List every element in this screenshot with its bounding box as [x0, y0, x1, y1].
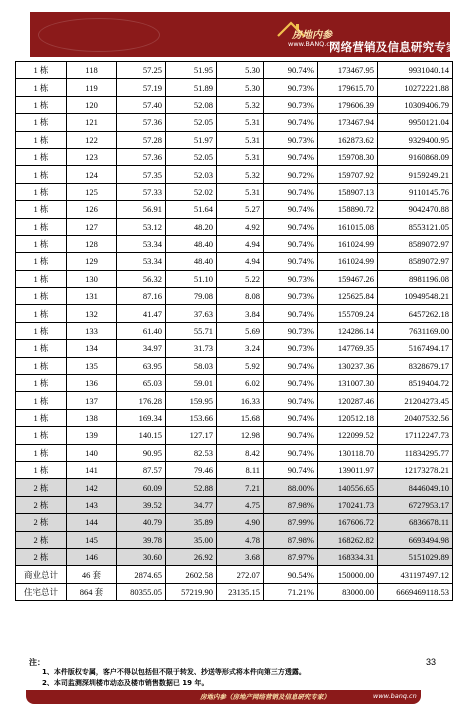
table-cell: 161015.08 [318, 218, 378, 235]
table-cell: 179615.70 [318, 79, 378, 96]
table-row [16, 548, 453, 565]
table-row [16, 461, 453, 478]
table-cell: 146 [67, 548, 117, 565]
table-row [16, 201, 453, 218]
table-cell: 9329400.95 [378, 131, 453, 148]
table-cell: 90.74% [264, 444, 318, 461]
table-cell: 51.89 [166, 79, 217, 96]
table-cell: 2 栋 [16, 531, 67, 548]
table-row [16, 183, 453, 200]
table-cell: 90.74% [264, 235, 318, 252]
table-cell: 6693494.98 [378, 531, 453, 548]
table-row [16, 253, 453, 270]
table-cell: 120 [67, 96, 117, 113]
table-cell: 8981196.08 [378, 270, 453, 287]
table-cell: 12.98 [217, 427, 264, 444]
table-cell: 140556.65 [318, 479, 378, 496]
table-cell: 161024.99 [318, 253, 378, 270]
note-line-1: 1、本件版权专属，客户不得以包括但不限于转发、抄送等形式将本件向第三方透露。 [42, 668, 306, 676]
table-cell: 87.98% [264, 496, 318, 513]
table-cell: 168262.82 [318, 531, 378, 548]
table-cell: 48.40 [166, 235, 217, 252]
table-cell: 1 栋 [16, 114, 67, 131]
table-cell: 51.95 [166, 62, 217, 79]
table-cell: 4.94 [217, 235, 264, 252]
table-cell: 131 [67, 288, 117, 305]
table-cell: 41.47 [117, 305, 166, 322]
table-cell: 88.00% [264, 479, 318, 496]
table-cell: 90.74% [264, 253, 318, 270]
table-cell: 31.73 [166, 340, 217, 357]
table-cell: 1 栋 [16, 427, 67, 444]
footer-brand-text: 房地内参（房地产网络营销及信息研究专家） [200, 693, 330, 701]
table-cell: 57.33 [117, 183, 166, 200]
table-cell: 124 [67, 166, 117, 183]
table-cell: 2874.65 [117, 566, 166, 583]
table-cell: 52.08 [166, 96, 217, 113]
table-cell: 147769.35 [318, 340, 378, 357]
total-row [16, 583, 453, 600]
table-cell: 10272221.88 [378, 79, 453, 96]
table-cell: 1 栋 [16, 79, 67, 96]
table-cell: 8589072.97 [378, 235, 453, 252]
table-cell: 129 [67, 253, 117, 270]
table-cell: 5.30 [217, 79, 264, 96]
table-cell: 2602.58 [166, 566, 217, 583]
table-row [16, 514, 453, 531]
table-cell: 8.42 [217, 444, 264, 461]
table-cell: 9110145.76 [378, 183, 453, 200]
table-cell: 87.99% [264, 514, 318, 531]
table-cell: 87.16 [117, 288, 166, 305]
table-cell: 23135.15 [217, 583, 264, 600]
table-cell: 39.78 [117, 531, 166, 548]
table-cell: 9931040.14 [378, 62, 453, 79]
table-cell: 8328679.17 [378, 357, 453, 374]
table-cell: 1 栋 [16, 131, 67, 148]
table-row [16, 218, 453, 235]
table-cell: 57.40 [117, 96, 166, 113]
table-cell: 8519404.72 [378, 375, 453, 392]
table-cell: 住宅总计 [16, 583, 67, 600]
table-cell: 57.19 [117, 79, 166, 96]
table-cell: 1 栋 [16, 270, 67, 287]
table-cell: 1 栋 [16, 392, 67, 409]
table-cell: 126 [67, 201, 117, 218]
table-cell: 90.73% [264, 340, 318, 357]
table-cell: 3.84 [217, 305, 264, 322]
table-row [16, 79, 453, 96]
table-cell: 1 栋 [16, 201, 67, 218]
table-cell: 90.74% [264, 305, 318, 322]
table-cell: 11834295.77 [378, 444, 453, 461]
table-cell: 142 [67, 479, 117, 496]
table-cell: 35.89 [166, 514, 217, 531]
table-cell: 1 栋 [16, 305, 67, 322]
table-cell: 90.74% [264, 114, 318, 131]
table-cell: 7631169.00 [378, 322, 453, 339]
table-cell: 176.28 [117, 392, 166, 409]
table-cell: 1 栋 [16, 357, 67, 374]
table-cell: 1 栋 [16, 375, 67, 392]
table-cell: 155709.24 [318, 305, 378, 322]
table-cell: 5.31 [217, 183, 264, 200]
table-cell: 12173278.21 [378, 461, 453, 478]
table-cell: 57219.90 [166, 583, 217, 600]
table-cell: 17112247.73 [378, 427, 453, 444]
table-cell: 1 栋 [16, 288, 67, 305]
table-cell: 90.73% [264, 79, 318, 96]
table-cell: 37.63 [166, 305, 217, 322]
table-cell: 3.68 [217, 548, 264, 565]
table-cell: 1 栋 [16, 62, 67, 79]
table-row [16, 531, 453, 548]
table-row [16, 62, 453, 79]
table-cell: 137 [67, 392, 117, 409]
table-cell: 57.36 [117, 114, 166, 131]
table-cell: 57.25 [117, 62, 166, 79]
table-cell: 53.34 [117, 235, 166, 252]
total-row [16, 566, 453, 583]
table-cell: 139 [67, 427, 117, 444]
table-cell: 122 [67, 131, 117, 148]
table-row [16, 375, 453, 392]
table-cell: 56.32 [117, 270, 166, 287]
table-cell: 5.32 [217, 96, 264, 113]
table-cell: 34.97 [117, 340, 166, 357]
table-cell: 6836678.11 [378, 514, 453, 531]
table-cell: 1 栋 [16, 409, 67, 426]
table-row [16, 288, 453, 305]
table-cell: 143 [67, 496, 117, 513]
table-cell: 6669469118.53 [378, 583, 453, 600]
table-cell: 56.91 [117, 201, 166, 218]
table-cell: 90.74% [264, 427, 318, 444]
table-cell: 168334.31 [318, 548, 378, 565]
table-row [16, 270, 453, 287]
table-cell: 30.60 [117, 548, 166, 565]
table-cell: 39.52 [117, 496, 166, 513]
table-cell: 173467.95 [318, 62, 378, 79]
table-row [16, 322, 453, 339]
table-cell: 90.73% [264, 96, 318, 113]
table-cell: 130118.70 [318, 444, 378, 461]
table-cell: 159.95 [166, 392, 217, 409]
table-cell: 120287.46 [318, 392, 378, 409]
table-cell: 179606.39 [318, 96, 378, 113]
table-cell: 57.36 [117, 148, 166, 165]
note-label: 注： [29, 658, 45, 667]
table-row [16, 427, 453, 444]
table-cell: 9159249.21 [378, 166, 453, 183]
table-cell: 87.98% [264, 531, 318, 548]
table-cell: 商业总计 [16, 566, 67, 583]
table-row [16, 96, 453, 113]
table-cell: 79.46 [166, 461, 217, 478]
table-cell: 20407532.56 [378, 409, 453, 426]
table-row [16, 305, 453, 322]
table-cell: 87.57 [117, 461, 166, 478]
table-cell: 4.75 [217, 496, 264, 513]
table-cell: 133 [67, 322, 117, 339]
table-cell: 272.07 [217, 566, 264, 583]
table-cell: 138 [67, 409, 117, 426]
table-cell: 5.31 [217, 131, 264, 148]
table-cell: 161024.99 [318, 235, 378, 252]
table-cell: 90.74% [264, 62, 318, 79]
header-banner [30, 12, 458, 57]
table-cell: 10309406.79 [378, 96, 453, 113]
table-cell: 90.74% [264, 148, 318, 165]
table-cell: 52.88 [166, 479, 217, 496]
table-cell: 52.02 [166, 183, 217, 200]
table-cell: 10949548.21 [378, 288, 453, 305]
table-cell: 173467.94 [318, 114, 378, 131]
table-cell: 8.08 [217, 288, 264, 305]
table-cell: 9950121.04 [378, 114, 453, 131]
note-line-2: 2、本司监测深圳楼市动态及楼市销售数据已 19 年。 [42, 679, 209, 687]
table-row [16, 114, 453, 131]
table-cell: 1 栋 [16, 183, 67, 200]
table-cell: 119 [67, 79, 117, 96]
table-row [16, 357, 453, 374]
table-cell: 61.40 [117, 322, 166, 339]
table-cell: 136 [67, 375, 117, 392]
table-row [16, 235, 453, 252]
table-cell: 1 栋 [16, 166, 67, 183]
table-cell: 5.31 [217, 114, 264, 131]
table-row [16, 444, 453, 461]
table-row [16, 148, 453, 165]
table-cell: 6.02 [217, 375, 264, 392]
table-body [16, 62, 453, 601]
table-cell: 132 [67, 305, 117, 322]
table-cell: 48.20 [166, 218, 217, 235]
table-cell: 51.10 [166, 270, 217, 287]
table-cell: 127.17 [166, 427, 217, 444]
table-cell: 159707.92 [318, 166, 378, 183]
table-cell: 53.12 [117, 218, 166, 235]
table-cell: 82.53 [166, 444, 217, 461]
table-cell: 135 [67, 357, 117, 374]
table-cell: 4.90 [217, 514, 264, 531]
table-cell: 2 栋 [16, 479, 67, 496]
sales-data-table [15, 61, 453, 601]
table-cell: 60.09 [117, 479, 166, 496]
table-cell: 90.74% [264, 201, 318, 218]
table-cell: 5.31 [217, 148, 264, 165]
table-row [16, 340, 453, 357]
table-cell: 122099.52 [318, 427, 378, 444]
banner-background-pattern [38, 18, 160, 52]
table-cell: 3.24 [217, 340, 264, 357]
table-cell: 9160868.09 [378, 148, 453, 165]
table-cell: 6727953.17 [378, 496, 453, 513]
table-cell: 8.11 [217, 461, 264, 478]
table-cell: 162873.62 [318, 131, 378, 148]
table-cell: 15.68 [217, 409, 264, 426]
table-cell: 167606.72 [318, 514, 378, 531]
table-cell: 169.34 [117, 409, 166, 426]
table-row [16, 479, 453, 496]
table-cell: 7.21 [217, 479, 264, 496]
table-cell: 90.74% [264, 392, 318, 409]
table-cell: 8446049.10 [378, 479, 453, 496]
table-cell: 5.92 [217, 357, 264, 374]
table-cell: 121 [67, 114, 117, 131]
table-cell: 120512.18 [318, 409, 378, 426]
table-cell: 1 栋 [16, 340, 67, 357]
table-cell: 125625.84 [318, 288, 378, 305]
table-cell: 5167494.17 [378, 340, 453, 357]
table-cell: 90.74% [264, 218, 318, 235]
table-cell: 124286.14 [318, 322, 378, 339]
table-cell: 158907.13 [318, 183, 378, 200]
table-cell: 90.73% [264, 131, 318, 148]
table-cell: 16.33 [217, 392, 264, 409]
table-cell: 144 [67, 514, 117, 531]
table-cell: 90.73% [264, 270, 318, 287]
table-cell: 118 [67, 62, 117, 79]
table-cell: 159467.26 [318, 270, 378, 287]
table-cell: 4.78 [217, 531, 264, 548]
table-cell: 2 栋 [16, 496, 67, 513]
table-cell: 5.27 [217, 201, 264, 218]
table-cell: 140 [67, 444, 117, 461]
table-cell: 8589072.97 [378, 253, 453, 270]
table-cell: 150000.00 [318, 566, 378, 583]
table-cell: 55.71 [166, 322, 217, 339]
table-cell: 5151029.89 [378, 548, 453, 565]
table-cell: 90.95 [117, 444, 166, 461]
table-cell: 170241.73 [318, 496, 378, 513]
table-cell: 130 [67, 270, 117, 287]
table-cell: 159708.30 [318, 148, 378, 165]
table-cell: 123 [67, 148, 117, 165]
table-cell: 1 栋 [16, 218, 67, 235]
table-cell: 83000.00 [318, 583, 378, 600]
table-cell: 40.79 [117, 514, 166, 531]
table-cell: 48.40 [166, 253, 217, 270]
table-cell: 59.01 [166, 375, 217, 392]
table-cell: 34.77 [166, 496, 217, 513]
table-cell: 46 套 [67, 566, 117, 583]
table-cell: 2 栋 [16, 548, 67, 565]
table-cell: 6457262.18 [378, 305, 453, 322]
table-cell: 53.34 [117, 253, 166, 270]
table-cell: 8553121.05 [378, 218, 453, 235]
table-cell: 26.92 [166, 548, 217, 565]
table-cell: 90.74% [264, 461, 318, 478]
table-cell: 128 [67, 235, 117, 252]
footer-brand-url: www.banq.cn [373, 692, 417, 700]
table-cell: 141 [67, 461, 117, 478]
table-cell: 35.00 [166, 531, 217, 548]
table-row [16, 392, 453, 409]
table-cell: 864 套 [67, 583, 117, 600]
table-cell: 80355.05 [117, 583, 166, 600]
table-cell: 90.54% [264, 566, 318, 583]
table-cell: 51.97 [166, 131, 217, 148]
table-cell: 1 栋 [16, 253, 67, 270]
table-cell: 1 栋 [16, 322, 67, 339]
table-cell: 5.30 [217, 62, 264, 79]
table-cell: 9042470.88 [378, 201, 453, 218]
table-cell: 65.03 [117, 375, 166, 392]
table-cell: 1 栋 [16, 96, 67, 113]
table-row [16, 496, 453, 513]
table-cell: 57.28 [117, 131, 166, 148]
page-number: 33 [426, 657, 437, 667]
table-cell: 125 [67, 183, 117, 200]
table-cell: 158890.72 [318, 201, 378, 218]
table-cell: 5.32 [217, 166, 264, 183]
table-cell: 63.95 [117, 357, 166, 374]
table-cell: 130237.36 [318, 357, 378, 374]
table-cell: 90.72% [264, 166, 318, 183]
table-cell: 90.73% [264, 288, 318, 305]
table-cell: 52.03 [166, 166, 217, 183]
table-cell: 139011.97 [318, 461, 378, 478]
table-cell: 52.05 [166, 114, 217, 131]
table-cell: 90.74% [264, 409, 318, 426]
table-row [16, 131, 453, 148]
table-row [16, 409, 453, 426]
table-cell: 431197497.12 [378, 566, 453, 583]
table-cell: 90.74% [264, 357, 318, 374]
table-cell: 4.94 [217, 253, 264, 270]
table-cell: 134 [67, 340, 117, 357]
table-cell: 4.92 [217, 218, 264, 235]
table-cell: 5.69 [217, 322, 264, 339]
table-cell: 87.97% [264, 548, 318, 565]
header-title: 网络营销及信息研究专家 [329, 40, 458, 54]
table-cell: 1 栋 [16, 461, 67, 478]
table-cell: 1 栋 [16, 148, 67, 165]
table-row [16, 166, 453, 183]
table-cell: 58.03 [166, 357, 217, 374]
table-cell: 131007.30 [318, 375, 378, 392]
table-cell: 90.74% [264, 183, 318, 200]
table-cell: 140.15 [117, 427, 166, 444]
table-cell: 2 栋 [16, 514, 67, 531]
table-cell: 51.64 [166, 201, 217, 218]
table-cell: 5.22 [217, 270, 264, 287]
table-cell: 90.74% [264, 375, 318, 392]
table-cell: 127 [67, 218, 117, 235]
table-cell: 71.21% [264, 583, 318, 600]
table-cell: 145 [67, 531, 117, 548]
table-cell: 21204273.45 [378, 392, 453, 409]
table-cell: 57.35 [117, 166, 166, 183]
table-cell: 90.73% [264, 322, 318, 339]
logo-text: 房地内参 [292, 30, 332, 41]
table-cell: 79.08 [166, 288, 217, 305]
table-cell: 52.05 [166, 148, 217, 165]
logo-url: www.BANQ.cn [288, 40, 335, 48]
table-cell: 1 栋 [16, 235, 67, 252]
table-cell: 153.66 [166, 409, 217, 426]
table-cell: 1 栋 [16, 444, 67, 461]
